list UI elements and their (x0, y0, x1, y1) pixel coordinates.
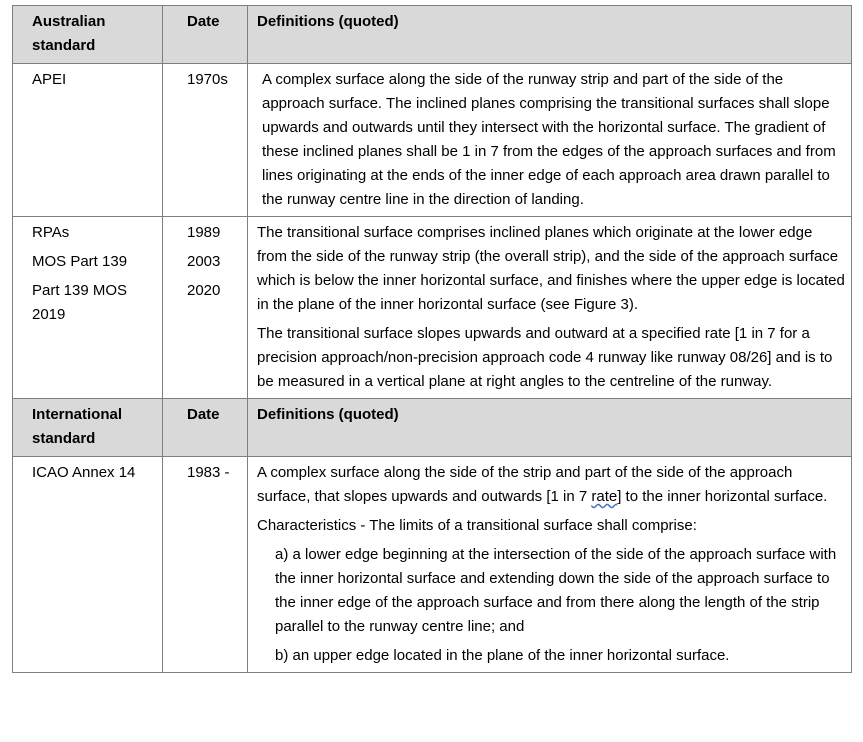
definition-paragraph: The transitional surface comprises inclined planes which originate at the lower edge from the side of the runway strip (the overall strip), and the side of the approach surface which is below the inner horizontal surface, and finishes where the upper edge is located in the plane of the inner horizontal surface (see Figure 3). (257, 224, 845, 313)
definition-cell (248, 217, 852, 399)
standard-name: MOS Part 139 (32, 253, 128, 270)
table-row-rpa (13, 217, 852, 399)
date-cell: 1970s (163, 64, 248, 217)
definition-cell (248, 457, 852, 673)
date-cell: 1983 - (163, 457, 248, 673)
standard-name: Part 139 MOS 2019 (32, 282, 128, 323)
standard-cell (13, 217, 163, 399)
definition-paragraph: The transitional surface slopes upwards and outward at a specified rate [1 in 7 for a precision approach/non-precision approach code 4 runway like runway 08/26] and is to be measured in a vertical plane at right angles to the centreline of the runway. (257, 325, 833, 390)
table-row-apei (13, 64, 852, 217)
header-definitions-cell: Definitions (quoted) (248, 6, 852, 64)
list-item: b) an upper edge located in the plane of the inner horizontal surface. (275, 647, 730, 664)
spellcheck-flagged-word: rate (591, 488, 618, 505)
date-cell (163, 217, 248, 399)
date-value: 1989 (187, 224, 221, 241)
header-date-cell: Date (163, 399, 248, 457)
intro-text: A complex surface along the side of the strip and part of the side of the approach surface, that slopes upwards and outwards [1 in 7 (257, 464, 793, 505)
header-date-cell: Date (163, 6, 248, 64)
definition-text: A complex surface along the side of the runway strip and part of the side of the approach surface. The inclined planes comprising the transitional surfaces shall slope upwards and outwards until they intersect with the horizontal surface. The gradient of these inclined planes shall be 1 in 7 from the edges of the approach surfaces and from lines originating at the ends of the inner edge of each approach area drawn parallel to the runway centre line in the direction of landing. (262, 71, 836, 208)
table-row-icao (13, 457, 852, 673)
header-standard-cell: International standard (13, 399, 163, 457)
characteristics-text: Characteristics - The limits of a transitional surface shall comprise: (257, 517, 697, 534)
standard-cell: ICAO Annex 14 (13, 457, 163, 673)
date-value: 2020 (187, 282, 221, 299)
definition-intro (257, 461, 845, 509)
header-standard-cell: Australian standard (13, 6, 163, 64)
definition-cell (248, 64, 852, 217)
intro-text: ] to the inner horizontal surface. (617, 488, 828, 505)
date-value: 2003 (187, 253, 221, 270)
list-item: a) a lower edge beginning at the intersection of the side of the approach surface with the inner horizontal surface and extending down the side of the approach surface to the inner edge of the approach surface and from there along the length of the strip parallel to the runway centre line; and (275, 546, 837, 635)
standard-cell: APEI (13, 64, 163, 217)
definitions-table (12, 5, 852, 673)
header-definitions-cell: Definitions (quoted) (248, 399, 852, 457)
standard-name: RPAs (32, 224, 70, 241)
international-header-row (13, 399, 852, 457)
australian-header-row (13, 6, 852, 64)
